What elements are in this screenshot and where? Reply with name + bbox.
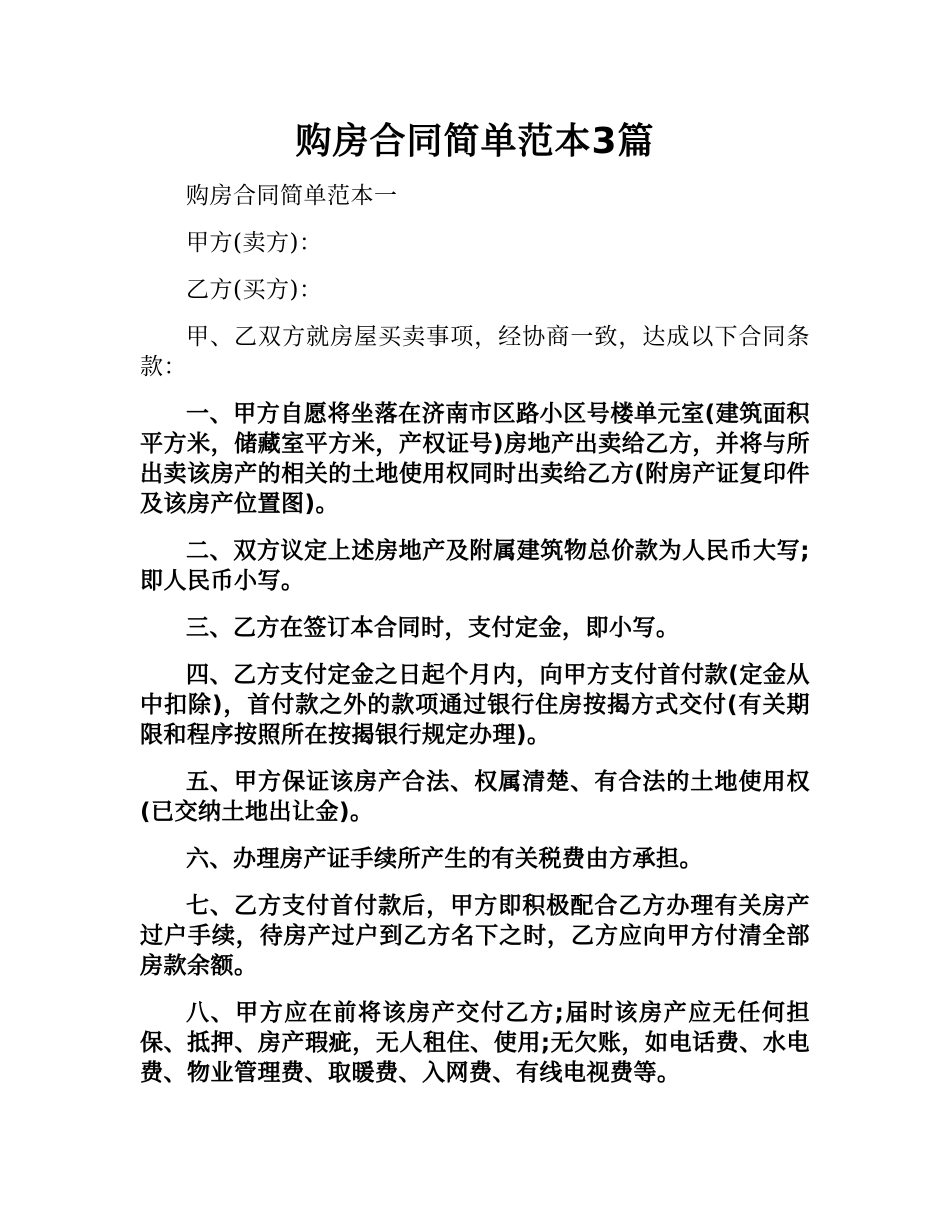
preamble-paragraph: 甲、乙双方就房屋买卖事项，经协商一致，达成以下合同条款： [140, 324, 810, 380]
document-title: 购房合同简单范本3篇 [295, 121, 655, 162]
clause-7: 七、乙方支付首付款后，甲方即积极配合乙方办理有关房产过户手续，待房产过户到乙方名下之时，乙方应向甲方付清全部房款余额。 [140, 893, 810, 979]
clause-2: 二、双方议定上述房地产及附属建筑物总价款为人民币大写;即人民币小写。 [140, 538, 810, 594]
party-a-line: 甲方(卖方)： [186, 230, 323, 256]
clause-5: 五、甲方保证该房产合法、权属清楚、有合法的土地使用权(已交纳土地出让金)。 [140, 769, 810, 825]
party-b-line: 乙方(买方)： [186, 277, 323, 303]
clause-3: 三、乙方在签订本合同时，支付定金，即小写。 [186, 615, 680, 641]
clause-8: 八、甲方应在前将该房产交付乙方;届时该房产应无任何担保、抵押、房产瑕疵，无人租住、使用;无欠账，如电话费、水电费、物业管理费、取暖费、入网费、有线电视费等。 [140, 1000, 810, 1086]
clause-4: 四、乙方支付定金之日起个月内，向甲方支付首付款(定金从中扣除)，首付款之外的款项通过银行住房按揭方式交付(有关期限和程序按照所在按揭银行规定办理)。 [140, 662, 810, 748]
section-heading: 购房合同简单范本一 [186, 183, 398, 209]
clause-1: 一、甲方自愿将坐落在济南市区路小区号楼单元室(建筑面积平方米，储藏室平方米，产权证号)房地产出卖给乙方，并将与所出卖该房产的相关的土地使用权同时出卖给乙方(附房产证复印件及该房产位置图)。 [140, 401, 810, 517]
clause-6: 六、办理房产证手续所产生的有关税费由方承担。 [186, 846, 703, 872]
